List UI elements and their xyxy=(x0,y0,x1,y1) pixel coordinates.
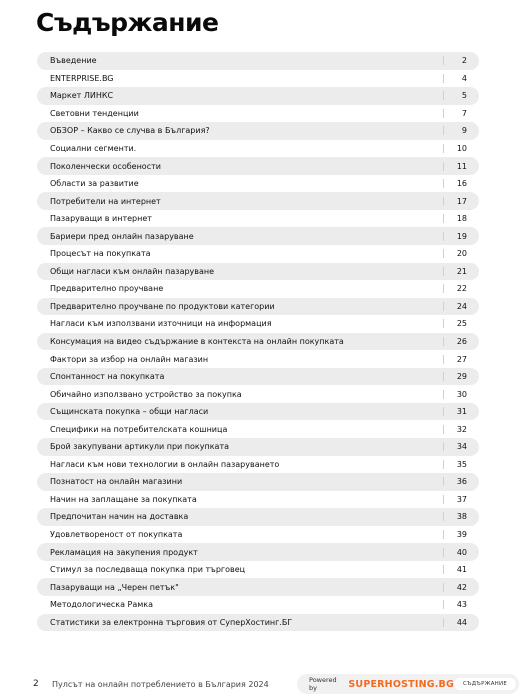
toc-separator xyxy=(443,442,444,451)
footer-brand-pill xyxy=(297,674,519,694)
toc-row[interactable] xyxy=(37,157,479,175)
toc-page-number: 43 xyxy=(456,600,467,610)
toc-entry-label: Брой закупувани артикули при покупката xyxy=(50,442,230,452)
toc-separator xyxy=(443,530,444,539)
toc-row[interactable] xyxy=(37,508,479,526)
powered-by-label: Powered by xyxy=(309,676,337,692)
toc-row[interactable] xyxy=(37,438,479,456)
superhosting-logo[interactable]: SUPERHOSTING.BG xyxy=(348,678,454,690)
toc-separator xyxy=(443,284,444,293)
toc-entry-label: Начин на заплащане за покупката xyxy=(50,494,197,504)
toc-separator xyxy=(443,319,444,328)
toc-row[interactable] xyxy=(37,192,479,210)
toc-row[interactable] xyxy=(37,543,479,561)
toc-row[interactable] xyxy=(37,350,479,368)
toc-entry-label: Бариери пред онлайн пазаруване xyxy=(50,231,194,241)
toc-separator xyxy=(443,390,444,399)
toc-page-number: 22 xyxy=(456,284,467,294)
toc-page-number: 31 xyxy=(456,407,467,417)
toc-row[interactable] xyxy=(37,245,479,263)
toc-separator xyxy=(443,302,444,311)
toc-entry-label: Световни тенденции xyxy=(50,108,139,118)
toc-row[interactable] xyxy=(37,105,479,123)
toc-separator xyxy=(443,583,444,592)
toc-separator xyxy=(443,91,444,100)
toc-separator xyxy=(443,267,444,276)
toc-page-number: 16 xyxy=(456,179,467,189)
toc-page-number: 18 xyxy=(456,214,467,224)
toc-separator xyxy=(443,600,444,609)
toc-entry-label: Маркет ЛИНКС xyxy=(50,91,114,101)
toc-page-number: 24 xyxy=(456,301,467,311)
toc-separator xyxy=(443,197,444,206)
toc-row[interactable] xyxy=(37,368,479,386)
footer-report-title: Пулсът на онлайн потреблението в България 2024 xyxy=(52,679,269,689)
toc-row[interactable] xyxy=(37,298,479,316)
toc-entry-label: Нагласи към нови технологии в онлайн пазаруването xyxy=(50,459,280,469)
toc-page-number: 36 xyxy=(456,477,467,487)
toc-entry-label: Консумация на видео съдържание в контекста на онлайн покупката xyxy=(50,337,344,347)
toc-page-number: 9 xyxy=(461,126,467,136)
toc-separator xyxy=(443,337,444,346)
toc-separator xyxy=(443,56,444,65)
toc-page-number: 40 xyxy=(456,547,467,557)
toc-page-number: 34 xyxy=(456,442,467,452)
toc-entry-label: Фактори за избор на онлайн магазин xyxy=(50,354,209,364)
toc-separator xyxy=(443,109,444,118)
toc-row[interactable] xyxy=(37,420,479,438)
toc-entry-label: Предварително проучване xyxy=(50,284,164,294)
toc-row[interactable] xyxy=(37,473,479,491)
toc-page-number: 35 xyxy=(456,459,467,469)
toc-entry-label: Пазаруващи в интернет xyxy=(50,214,152,224)
toc-entry-label: Същинската покупка – общи нагласи xyxy=(50,407,209,417)
toc-row[interactable] xyxy=(37,403,479,421)
toc-page-number: 39 xyxy=(456,530,467,540)
toc-row[interactable] xyxy=(37,122,479,140)
toc-separator xyxy=(443,565,444,574)
toc-row[interactable] xyxy=(37,526,479,544)
toc-separator xyxy=(443,232,444,241)
toc-entry-label: Познатост на онлайн магазини xyxy=(50,477,183,487)
toc-page-number: 2 xyxy=(461,56,467,66)
toc-page-number: 37 xyxy=(456,494,467,504)
toc-row[interactable] xyxy=(37,175,479,193)
toc-separator xyxy=(443,214,444,223)
toc-page-number: 29 xyxy=(456,372,467,382)
toc-separator xyxy=(443,495,444,504)
toc-entry-label: Предварително проучване по продуктови категории xyxy=(50,301,275,311)
toc-page-number: 11 xyxy=(456,161,467,171)
toc-separator xyxy=(443,425,444,434)
toc-entry-label: Процесът на покупката xyxy=(50,249,151,259)
toc-row[interactable] xyxy=(37,385,479,403)
toc-separator xyxy=(443,249,444,258)
toc-entry-label: Въведение xyxy=(50,56,97,66)
page-footer xyxy=(0,674,527,694)
toc-row[interactable] xyxy=(37,227,479,245)
toc-entry-label: Удовлетвореност от покупката xyxy=(50,530,183,540)
toc-entry-label: Нагласи към използвани източници на информация xyxy=(50,319,272,329)
toc-page-number: 5 xyxy=(461,91,467,101)
toc-entry-label: Обичайно използвано устройство за покупка xyxy=(50,389,242,399)
toc-entry-label: Пазаруващи на „Черен петък" xyxy=(50,582,179,592)
toc-page-number: 17 xyxy=(456,196,467,206)
toc-entry-label: ENTERPRISE.BG xyxy=(50,73,114,83)
toc-row[interactable] xyxy=(37,578,479,596)
toc-row[interactable] xyxy=(37,614,479,632)
toc-entry-label: Социални сегменти. xyxy=(50,144,137,153)
toc-page-number: 32 xyxy=(456,424,467,434)
toc-page-number: 27 xyxy=(456,354,467,364)
toc-entry-label: Рекламация на закупения продукт xyxy=(50,547,198,557)
toc-page-number: 30 xyxy=(456,389,467,399)
toc-separator xyxy=(443,74,444,83)
toc-page-number: 41 xyxy=(456,565,467,575)
toc-entry-label: Потребители на интернет xyxy=(50,196,161,206)
toc-row[interactable] xyxy=(37,280,479,298)
section-label: СЪДЪРЖАНИЕ xyxy=(454,678,516,690)
toc-page-number: 44 xyxy=(456,617,467,627)
toc-row[interactable] xyxy=(37,210,479,228)
toc-row[interactable] xyxy=(37,315,479,333)
toc-entry-label: Спонтанност на покупката xyxy=(50,372,165,382)
toc-row[interactable] xyxy=(37,70,479,88)
toc-page-number: 10 xyxy=(456,144,467,153)
toc-entry-label: Области за развитие xyxy=(50,179,139,189)
toc-entry-label: Стимул за последваща покупка при търговец xyxy=(50,565,246,575)
toc-entry-label: Поколенчески особености xyxy=(50,161,161,171)
toc-row[interactable] xyxy=(37,456,479,474)
toc-row[interactable] xyxy=(37,263,479,281)
toc-separator xyxy=(443,126,444,135)
toc-row[interactable] xyxy=(37,52,479,70)
toc-separator xyxy=(443,512,444,521)
table-of-contents xyxy=(37,52,479,631)
toc-page-number: 25 xyxy=(456,319,467,329)
toc-separator xyxy=(443,372,444,381)
toc-page-number: 42 xyxy=(456,582,467,592)
toc-row[interactable] xyxy=(37,140,479,158)
toc-separator xyxy=(443,477,444,486)
toc-entry-label: Методологическа Рамка xyxy=(50,600,154,610)
toc-separator xyxy=(443,407,444,416)
toc-separator xyxy=(443,144,444,153)
footer-page-number: 2 xyxy=(33,679,39,689)
toc-entry-label: Общи нагласи към онлайн пазаруване xyxy=(50,266,215,276)
toc-separator xyxy=(443,162,444,171)
toc-entry-label: ОБЗОР – Какво се случва в България? xyxy=(50,126,210,136)
toc-entry-label: Статистики за електронна търговия от СуперХостинг.БГ xyxy=(50,617,293,627)
toc-separator xyxy=(443,179,444,188)
toc-row[interactable] xyxy=(37,561,479,579)
toc-page-number: 20 xyxy=(456,249,467,259)
toc-separator xyxy=(443,355,444,364)
toc-separator xyxy=(443,460,444,469)
toc-row[interactable] xyxy=(37,491,479,509)
toc-page-number: 19 xyxy=(456,231,467,241)
toc-page-number: 26 xyxy=(456,337,467,347)
toc-row[interactable] xyxy=(37,333,479,351)
toc-separator xyxy=(443,548,444,557)
toc-entry-label: Специфики на потребителската кошница xyxy=(50,424,228,434)
toc-row[interactable] xyxy=(37,596,479,614)
toc-page-number: 21 xyxy=(456,266,467,276)
toc-page-number: 7 xyxy=(461,108,467,118)
toc-separator xyxy=(443,618,444,627)
toc-page-number: 38 xyxy=(456,512,467,522)
toc-entry-label: Предпочитан начин на доставка xyxy=(50,512,189,522)
toc-row[interactable] xyxy=(37,87,479,105)
page-title: Съдържание xyxy=(36,8,219,37)
toc-page-number: 4 xyxy=(461,73,467,83)
